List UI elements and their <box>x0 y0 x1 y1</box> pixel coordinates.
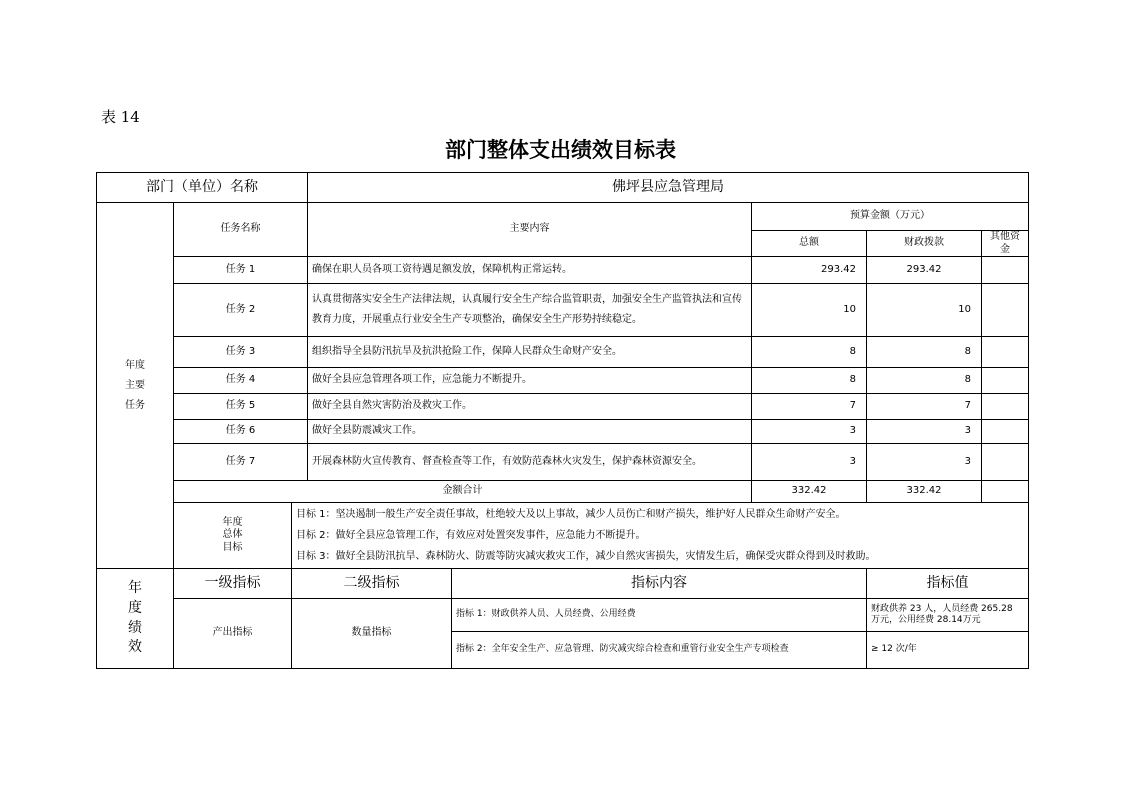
table-row <box>97 420 1029 444</box>
task-fiscal: 10 <box>867 284 982 337</box>
task-fiscal: 8 <box>867 337 982 368</box>
task-name: 任务 6 <box>174 420 308 444</box>
goals-row <box>97 503 1029 569</box>
col-other: 其他资金 <box>982 231 1029 257</box>
task-fiscal: 3 <box>867 444 982 481</box>
task-fiscal: 8 <box>867 368 982 394</box>
goals-section-label: 年度 总体 目标 <box>174 503 292 569</box>
task-name: 任务 7 <box>174 444 308 481</box>
task-total: 293.42 <box>752 257 867 284</box>
task-other <box>982 444 1029 481</box>
task-fiscal: 293.42 <box>867 257 982 284</box>
task-total: 10 <box>752 284 867 337</box>
col-task-name: 任务名称 <box>174 203 308 257</box>
task-other <box>982 368 1029 394</box>
level2-indicator: 数量指标 <box>292 599 452 669</box>
col-total: 总额 <box>752 231 867 257</box>
task-content: 认真贯彻落实安全生产法律法规，认真履行安全生产综合监管职责，加强安全生产监管执法和宣传教育力度，开展重点行业安全生产专项整治，确保安全生产形势持续稳定。 <box>308 284 752 337</box>
table-row <box>97 394 1029 420</box>
task-other <box>982 337 1029 368</box>
task-content: 开展森林防火宣传教育、督查检查等工作，有效防范森林火灾发生，保护森林资源安全。 <box>308 444 752 481</box>
task-other <box>982 284 1029 337</box>
task-total: 8 <box>752 337 867 368</box>
table-row <box>97 337 1029 368</box>
task-content: 做好全县应急管理各项工作，应急能力不断提升。 <box>308 368 752 394</box>
task-content: 组织指导全县防汛抗旱及抗洪抢险工作，保障人民群众生命财产安全。 <box>308 337 752 368</box>
col-fiscal: 财政拨款 <box>867 231 982 257</box>
performance-target-table <box>96 172 1029 669</box>
indicator-content: 指标 1：财政供养人员、人员经费、公用经费 <box>452 599 867 632</box>
table-row <box>97 368 1029 394</box>
sum-fiscal: 332.42 <box>867 481 982 503</box>
table-row <box>97 257 1029 284</box>
col-budget: 预算金额（万元） <box>752 203 1029 231</box>
indicator-value: ≥ 12 次/年 <box>867 632 1029 669</box>
goals-content <box>292 503 1029 569</box>
task-fiscal: 7 <box>867 394 982 420</box>
table-row <box>97 599 1029 632</box>
sum-row <box>97 481 1029 503</box>
performance-header-row <box>97 569 1029 599</box>
task-name: 任务 1 <box>174 257 308 284</box>
task-total: 3 <box>752 444 867 481</box>
indicator-value: 财政供养 23 人，人员经费 265.28 万元，公用经费 28.14万元 <box>867 599 1029 632</box>
col-level1: 一级指标 <box>174 569 292 599</box>
department-label: 部门（单位）名称 <box>97 173 308 203</box>
task-fiscal: 3 <box>867 420 982 444</box>
task-other <box>982 394 1029 420</box>
task-total: 3 <box>752 420 867 444</box>
sum-label: 金额合计 <box>174 481 752 503</box>
task-content: 做好全县自然灾害防治及救灾工作。 <box>308 394 752 420</box>
tasks-header-row <box>97 203 1029 231</box>
sum-total: 332.42 <box>752 481 867 503</box>
col-task-content: 主要内容 <box>308 203 752 257</box>
task-content: 做好全县防震减灾工作。 <box>308 420 752 444</box>
performance-section-label: 年 度 绩 效 <box>97 569 174 669</box>
task-total: 8 <box>752 368 867 394</box>
document-title: 部门整体支出绩效目标表 <box>445 137 676 162</box>
table-number: 表 14 <box>101 108 140 126</box>
col-level2: 二级指标 <box>292 569 452 599</box>
table-row <box>97 284 1029 337</box>
task-name: 任务 4 <box>174 368 308 394</box>
tasks-section-label: 年度 主要 任务 <box>97 203 174 569</box>
goal-line: 目标 2：做好全县应急管理工作，有效应对处置突发事件，应急能力不断提升。 <box>296 530 646 541</box>
department-name: 佛坪县应急管理局 <box>308 173 1029 203</box>
indicator-content: 指标 2：全年安全生产、应急管理、防灾减灾综合检查和重管行业安全生产专项检查 <box>452 632 867 669</box>
table-row <box>97 444 1029 481</box>
task-name: 任务 5 <box>174 394 308 420</box>
goal-line: 目标 3：做好全县防汛抗旱、森林防火、防震等防灾减灾救灾工作，减少自然灾害损失，灾情发生后，确保受灾群众得到及时救助。 <box>296 551 876 562</box>
task-content: 确保在职人员各项工资待遇足额发放，保障机构正常运转。 <box>308 257 752 284</box>
col-indicator-content: 指标内容 <box>452 569 867 599</box>
goal-line: 目标 1：坚决遏制一般生产安全责任事故，杜绝较大及以上事故，减少人员伤亡和财产损失，维护好人民群众生命财产安全。 <box>296 509 846 520</box>
task-other <box>982 257 1029 284</box>
task-name: 任务 3 <box>174 337 308 368</box>
task-other <box>982 420 1029 444</box>
level1-indicator: 产出指标 <box>174 599 292 669</box>
task-name: 任务 2 <box>174 284 308 337</box>
sum-other <box>982 481 1029 503</box>
department-row <box>97 173 1029 203</box>
col-indicator-value: 指标值 <box>867 569 1029 599</box>
task-total: 7 <box>752 394 867 420</box>
